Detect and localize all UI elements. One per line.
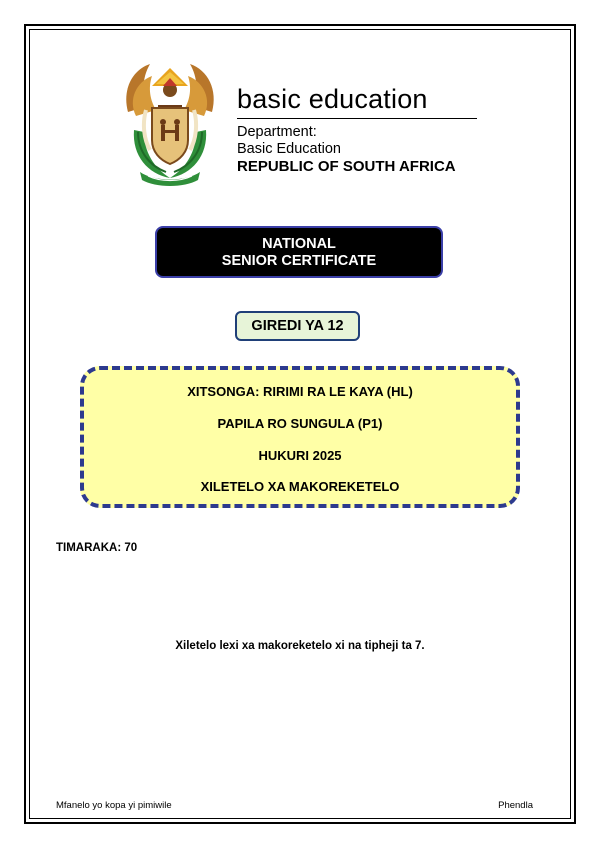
document-type-line: XILETELO XA MAKOREKETELO xyxy=(200,479,400,494)
brand-underline xyxy=(237,118,477,119)
certificate-title-box xyxy=(155,226,443,278)
coat-of-arms-icon xyxy=(118,60,222,188)
department-block xyxy=(237,124,456,175)
certificate-title-line2: SENIOR CERTIFICATE xyxy=(221,253,377,269)
brand-wordmark: basic education xyxy=(237,84,428,114)
country-name: REPUBLIC OF SOUTH AFRICA xyxy=(237,158,456,175)
subject-line: XITSONGA: RIRIMI RA LE KAYA (HL) xyxy=(187,384,413,399)
department-label: Department: xyxy=(237,124,317,140)
grade-badge: GIREDI YA 12 xyxy=(235,311,360,341)
session-line: HUKURI 2025 xyxy=(258,448,342,463)
turn-over-footer: Phendla xyxy=(498,800,533,811)
paper-line: PAPILA RO SUNGULA (P1) xyxy=(217,416,383,431)
exam-info-box xyxy=(80,366,520,508)
department-name: Basic Education xyxy=(237,141,341,157)
total-marks: TIMARAKA: 70 xyxy=(56,542,138,554)
certificate-title-line1: NATIONAL xyxy=(262,236,336,252)
page-count-note: Xiletelo lexi xa makoreketelo xi na tipheji ta 7. xyxy=(175,640,425,652)
copyright-footer: Mfanelo yo kopa yi pimiwile xyxy=(56,800,172,811)
